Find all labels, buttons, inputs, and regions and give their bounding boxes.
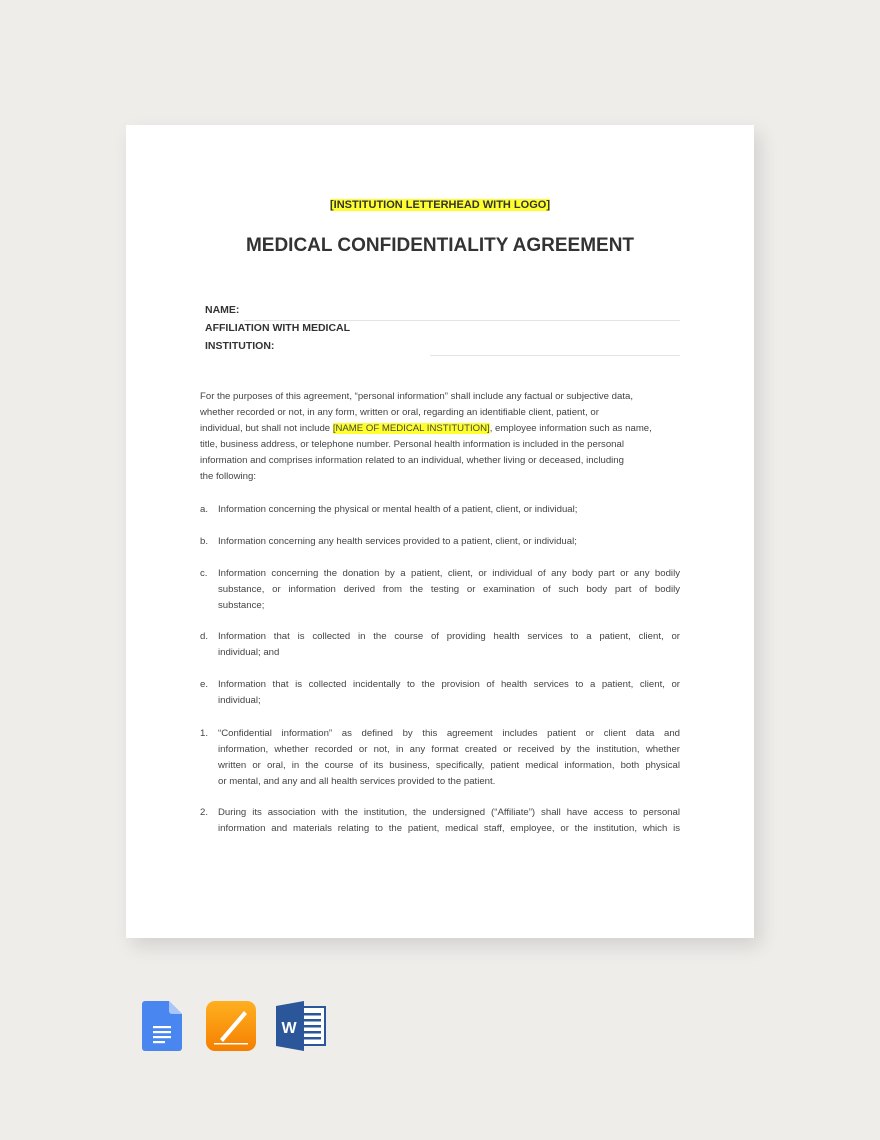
letterhead-placeholder: [INSTITUTION LETTERHEAD WITH LOGO] <box>330 199 550 211</box>
clause-marker: 1. <box>200 728 209 739</box>
clause-marker: d. <box>200 631 209 642</box>
affiliation-field-line[interactable] <box>430 355 680 356</box>
clause-line: substance; <box>218 600 265 611</box>
clause-line: information and materials relating to the patient, medical staff, employee, or the institution, which is <box>218 823 680 834</box>
clause-line: or mental, and any and all health services provided to the patient. <box>218 776 496 787</box>
intro-line: the following: <box>200 471 256 482</box>
clause-marker: a. <box>200 504 209 515</box>
svg-text:W: W <box>281 1020 297 1037</box>
clause-marker: c. <box>200 568 208 579</box>
intro-line: whether recorded or not, in any form, written or oral, regarding an identifiable client, patient, or <box>200 407 599 418</box>
affiliation-label: AFFILIATION WITH MEDICAL <box>205 322 351 334</box>
clause-line: individual; <box>218 695 261 706</box>
affiliation-label-cont: INSTITUTION: <box>205 340 275 352</box>
clause-line: written or oral, in the course of its business, specifically, patient medical information, both physical <box>218 760 680 771</box>
microsoft-word-icon[interactable] <box>276 1001 326 1056</box>
name-label: NAME: <box>205 304 240 316</box>
clause-line: Information concerning the donation by a patient, client, or individual of any body part or any bodily <box>218 568 680 579</box>
clause-line: information, whether recorded or not, in any format created or received by the institution, whether <box>218 744 680 755</box>
intro-line: For the purposes of this agreement, “personal information” shall include any factual or subjective data, <box>200 391 634 402</box>
document-page <box>126 125 754 938</box>
intro-line: title, business address, or telephone number. Personal health information is included in the personal <box>200 439 624 450</box>
clause-line: “Confidential information” as defined by this agreement includes patient or client data and <box>218 728 680 739</box>
clause-line: During its association with the institution, the undersigned (“Affiliate”) shall have access to personal <box>218 807 680 818</box>
clause-line: individual; and <box>218 647 280 658</box>
clause-line: Information that is collected incidentally to the provision of health services to a patient, client, or <box>218 679 680 690</box>
clause-line: Information that is collected in the course of providing health services to a patient, client, or <box>218 631 680 642</box>
clause-line: substance, or information derived from the testing or examination of such body part of bodily <box>218 584 680 595</box>
clause-marker: b. <box>200 536 209 547</box>
clause-line: Information concerning any health services provided to a patient, client, or individual; <box>218 536 577 547</box>
google-docs-icon[interactable] <box>142 1001 182 1056</box>
apple-pages-icon[interactable] <box>206 1001 256 1056</box>
clause-line: Information concerning the physical or mental health of a patient, client, or individual; <box>218 504 578 515</box>
name-field-line[interactable] <box>244 320 680 321</box>
clause-marker: e. <box>200 679 209 690</box>
institution-name-placeholder: [NAME OF MEDICAL INSTITUTION] <box>332 423 490 434</box>
intro-line: information and comprises information related to an individual, whether living or deceased, including <box>200 455 624 466</box>
clause-marker: 2. <box>200 807 209 818</box>
document-title: MEDICAL CONFIDENTIALITY AGREEMENT <box>245 235 635 256</box>
intro-line: individual, but shall not include [NAME OF MEDICAL INSTITUTION], employee information such as name, <box>200 423 652 434</box>
